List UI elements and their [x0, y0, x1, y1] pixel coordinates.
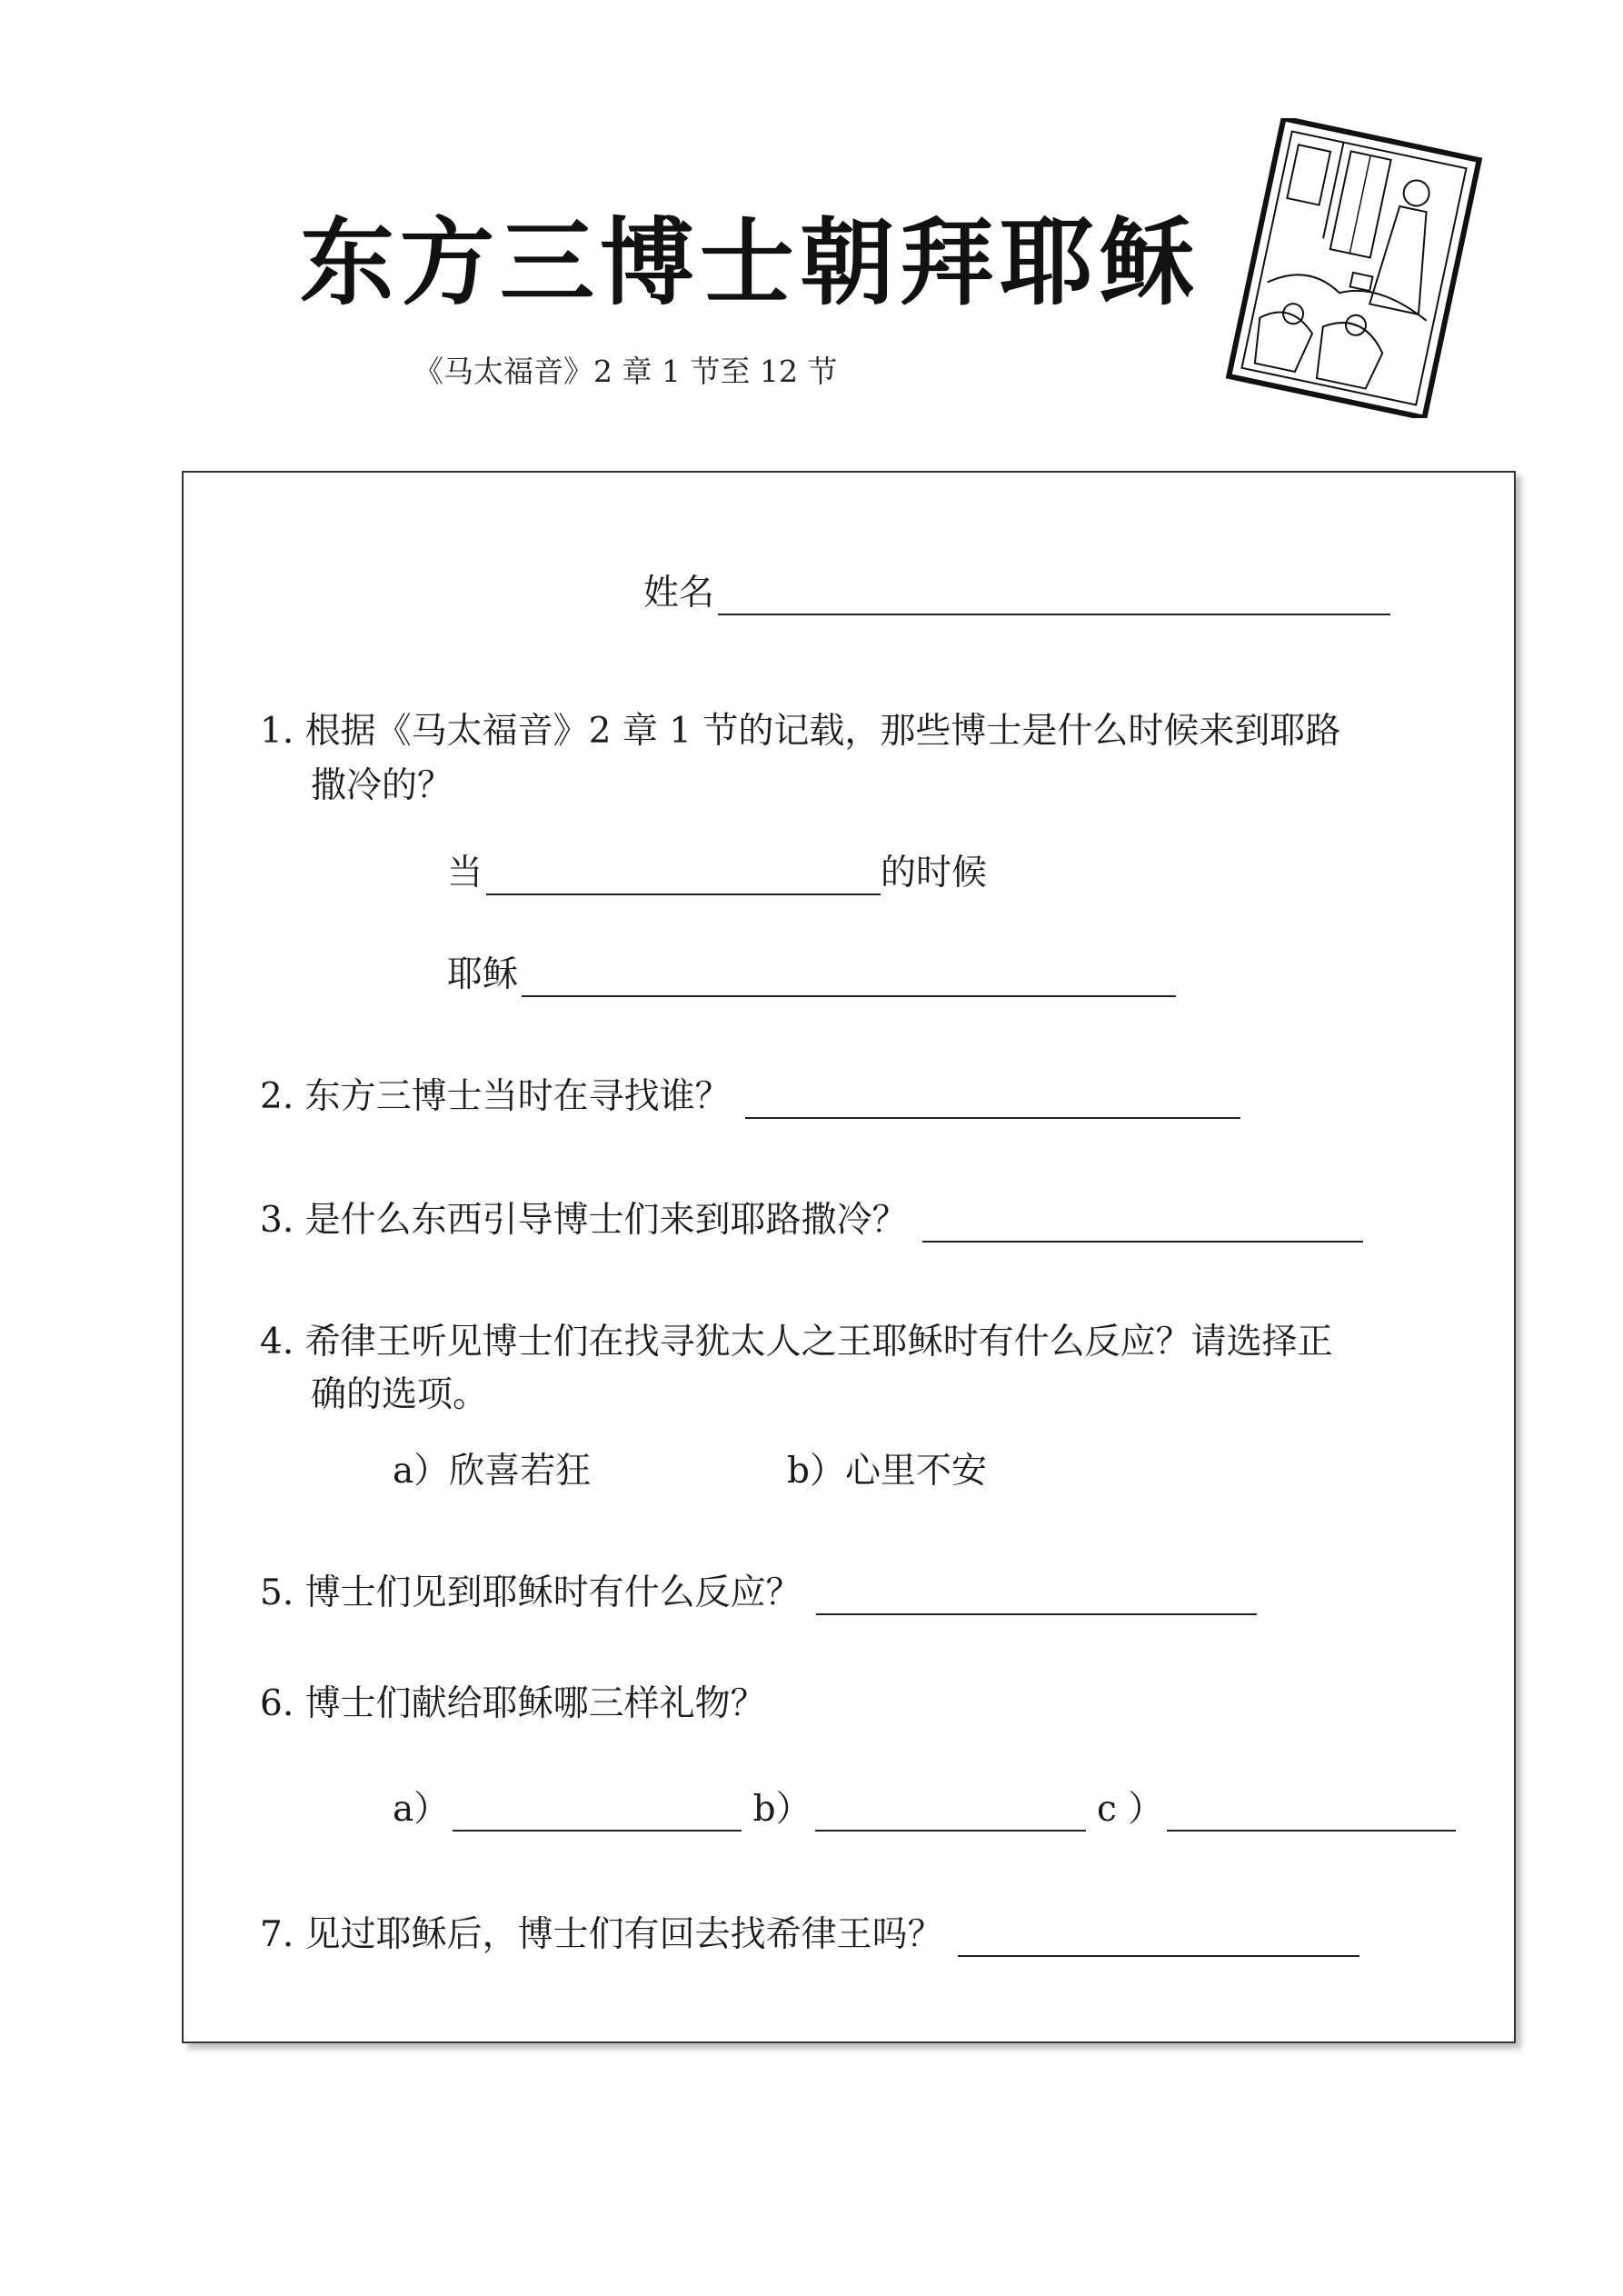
q6-answers-row	[393, 1789, 1456, 1832]
q6-text: 6. 博士们献给耶稣哪三样礼物？	[260, 1683, 766, 1724]
q7-row	[260, 1914, 1359, 1957]
name-field[interactable]	[718, 577, 1390, 615]
q3-row	[260, 1200, 1363, 1243]
worksheet-box	[182, 471, 1516, 2043]
name-row	[643, 573, 1390, 615]
q4-text-line1: 4. 希律王听见博士们在找寻犹太人之王耶稣时有什么反应？请选择正	[260, 1322, 1333, 1363]
q3-answer-field[interactable]	[922, 1204, 1363, 1243]
q2-answer-field[interactable]	[745, 1081, 1240, 1119]
q6-answer-c-field[interactable]	[1167, 1793, 1456, 1832]
q1-answer-a-prefix: 当	[447, 853, 483, 893]
q5-answer-field[interactable]	[816, 1577, 1257, 1615]
q2-row	[260, 1076, 1240, 1119]
q1-answer-b-prefix: 耶稣	[447, 954, 519, 995]
q4-option-a[interactable]: a）欣喜若狂	[393, 1451, 592, 1492]
q7-text: 7. 见过耶稣后，博士们有回去找希律王吗？	[260, 1914, 943, 1955]
q5-row	[260, 1572, 1257, 1615]
q6-label-a: a）	[393, 1789, 450, 1830]
q1-text-line2: 撒冷的？	[311, 765, 453, 806]
q6-label-b: b）	[752, 1789, 812, 1830]
q4-text-line2: 确的选项。	[311, 1374, 489, 1415]
q3-text: 3. 是什么东西引导博士们来到耶路撒冷？	[260, 1200, 908, 1241]
page-title: 东方三博士朝拜耶稣	[300, 207, 1200, 318]
q7-answer-field[interactable]	[958, 1919, 1359, 1957]
q1-answer-a-row	[447, 853, 987, 895]
q5-text: 5. 博士们见到耶稣时有什么反应？	[260, 1572, 802, 1613]
q6-answer-b-field[interactable]	[815, 1793, 1086, 1832]
q1-answer-a-suffix: 的时候	[881, 853, 988, 893]
q1-text-line1: 1. 根据《马太福音》2 章 1 节的记载，那些博士是什么时候来到耶路	[260, 711, 1341, 752]
q6-label-c: c ）	[1097, 1789, 1164, 1830]
q4-option-b[interactable]: b）心里不安	[787, 1451, 987, 1492]
q1-answer-b-field[interactable]	[522, 959, 1176, 997]
q2-text: 2. 东方三博士当时在寻找谁？	[260, 1076, 731, 1117]
q1-answer-a-field[interactable]	[486, 857, 881, 895]
scripture-reference: 《马太福音》2 章 1 节至 12 节	[413, 354, 838, 389]
q6-answer-a-field[interactable]	[453, 1793, 742, 1832]
q1-answer-b-row	[447, 954, 1176, 997]
name-label: 姓名	[643, 573, 715, 614]
worksheet-illustration-icon	[1218, 118, 1490, 418]
